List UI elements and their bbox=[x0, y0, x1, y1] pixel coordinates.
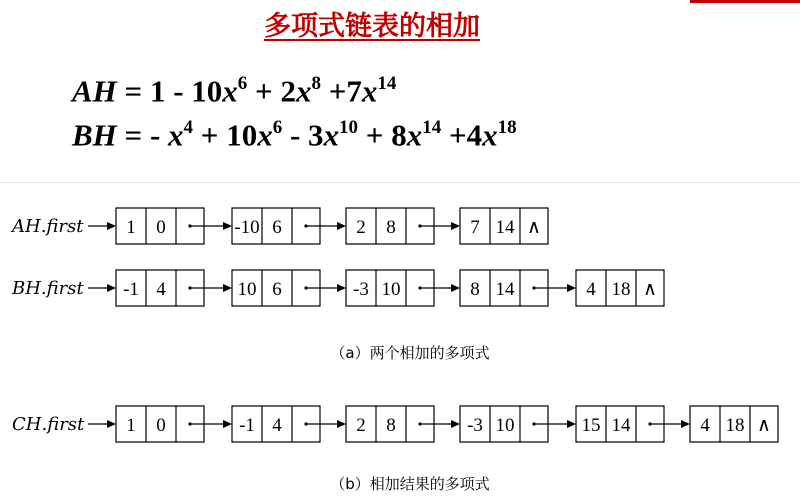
node-coef: -1 bbox=[239, 415, 255, 436]
node-exp: 6 bbox=[272, 279, 282, 300]
link-arrow-head bbox=[451, 284, 460, 292]
node-coef: 10 bbox=[237, 279, 257, 300]
formula-b-var: x bbox=[406, 117, 423, 153]
page-title: 多项式链表的相加 bbox=[264, 11, 480, 42]
formula-b-var: x bbox=[482, 117, 498, 153]
formula-b-term: +4 bbox=[441, 117, 483, 153]
node-coef: 2 bbox=[356, 217, 366, 238]
formula-b-term: + 10 bbox=[193, 117, 258, 153]
link-arrow-head bbox=[223, 420, 232, 428]
node-exp: 8 bbox=[386, 217, 396, 238]
row-label: AH.first bbox=[12, 216, 84, 237]
first-pointer-arrow-head bbox=[107, 284, 116, 292]
row-label: BH.first bbox=[12, 278, 84, 299]
formula-b-term: + 8 bbox=[358, 117, 407, 153]
formula-a-var: x bbox=[361, 73, 378, 109]
formula-a-term: + 2 bbox=[247, 73, 296, 109]
formula-b-exp: 18 bbox=[497, 117, 517, 138]
link-arrow-head bbox=[337, 420, 346, 428]
node-coef: 8 bbox=[470, 279, 480, 300]
node-exp: 10 bbox=[381, 279, 401, 300]
formula-a-exp: 14 bbox=[377, 73, 397, 94]
formula-a-exp: 6 bbox=[237, 73, 248, 94]
formula-a-var: x bbox=[222, 73, 238, 109]
link-arrow-head bbox=[337, 222, 346, 230]
link-arrow-head bbox=[451, 222, 460, 230]
node-exp: 18 bbox=[611, 279, 631, 300]
formula-a-name: AH bbox=[72, 73, 117, 109]
node-exp: 14 bbox=[611, 415, 631, 436]
formula-b-term: = - bbox=[116, 117, 169, 153]
node-exp: 4 bbox=[156, 279, 166, 300]
link-arrow-head bbox=[567, 420, 576, 428]
node-exp: 8 bbox=[386, 415, 396, 436]
first-pointer-arrow-head bbox=[107, 420, 116, 428]
link-arrow-head bbox=[451, 420, 460, 428]
link-arrow-head bbox=[337, 284, 346, 292]
null-pointer-symbol: ∧ bbox=[643, 279, 657, 300]
node-exp: 0 bbox=[156, 217, 166, 238]
node-exp: 4 bbox=[272, 415, 282, 436]
node-coef: 4 bbox=[700, 415, 710, 436]
node-coef: 15 bbox=[581, 415, 601, 436]
link-arrow-head bbox=[223, 284, 232, 292]
link-arrow-head bbox=[681, 420, 690, 428]
node-coef: -1 bbox=[123, 279, 139, 300]
null-pointer-symbol: ∧ bbox=[527, 217, 541, 238]
first-pointer-arrow-head bbox=[107, 222, 116, 230]
row-label: CH.first bbox=[12, 414, 85, 435]
caption-b: （b）相加结果的多项式 bbox=[330, 475, 490, 493]
caption-a: （a）两个相加的多项式 bbox=[330, 344, 490, 362]
node-exp: 0 bbox=[156, 415, 166, 436]
node-coef: -3 bbox=[467, 415, 483, 436]
node-exp: 10 bbox=[495, 415, 515, 436]
formula-a-var: x bbox=[295, 73, 312, 109]
node-coef: -10 bbox=[234, 217, 260, 238]
node-coef: -3 bbox=[353, 279, 369, 300]
link-arrow-head bbox=[223, 222, 232, 230]
null-pointer-symbol: ∧ bbox=[757, 415, 771, 436]
formula-a-exp: 8 bbox=[311, 73, 321, 94]
formula-b-var: x bbox=[323, 117, 340, 153]
formula-b-var: x bbox=[168, 117, 184, 153]
node-exp: 6 bbox=[272, 217, 282, 238]
node-coef: 4 bbox=[586, 279, 596, 300]
formula-b-exp: 10 bbox=[339, 117, 359, 138]
formula-b-var: x bbox=[257, 117, 273, 153]
node-coef: 1 bbox=[126, 415, 136, 436]
formula-b-name: BH bbox=[72, 117, 117, 153]
node-coef: 1 bbox=[126, 217, 136, 238]
node-coef: 2 bbox=[356, 415, 366, 436]
formula-b-exp: 6 bbox=[272, 117, 283, 138]
formula-b-term: - 3 bbox=[282, 117, 324, 153]
node-coef: 7 bbox=[470, 217, 480, 238]
link-arrow-head bbox=[567, 284, 576, 292]
node-exp: 14 bbox=[495, 217, 515, 238]
formula-b-exp: 14 bbox=[422, 117, 442, 138]
node-exp: 14 bbox=[495, 279, 515, 300]
formula-b-exp: 4 bbox=[183, 117, 194, 138]
formula-a-term: +7 bbox=[320, 73, 362, 109]
node-exp: 18 bbox=[725, 415, 745, 436]
formula-a-term: = 1 - 10 bbox=[116, 73, 223, 109]
